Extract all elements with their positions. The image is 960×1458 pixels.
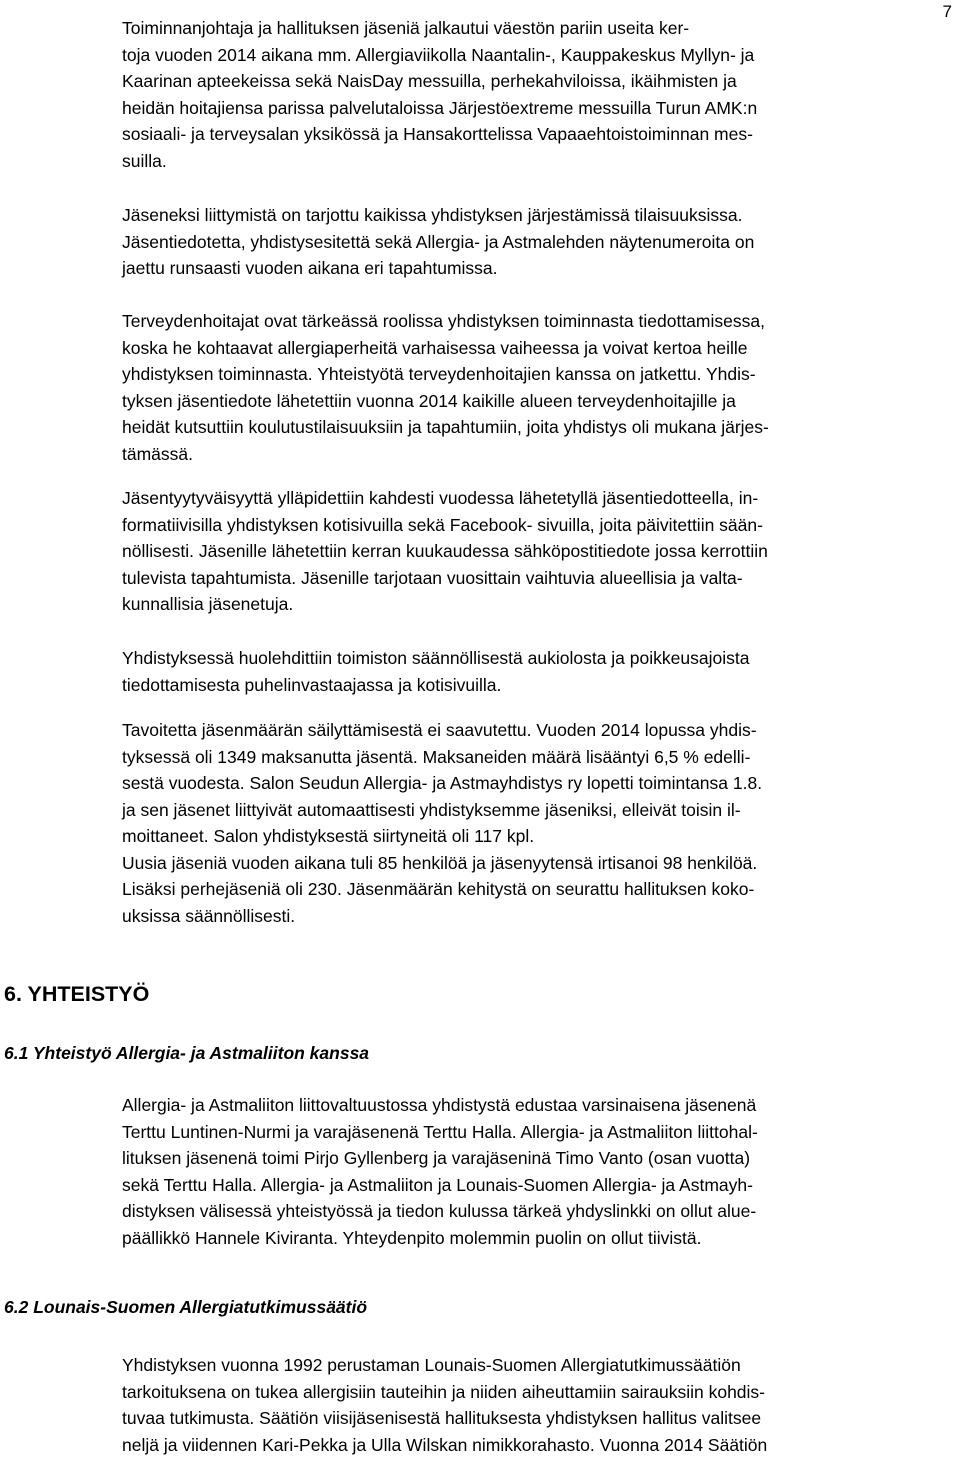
text-line: koska he kohtaavat allergiaperheitä varhaisessa vaiheessa ja voivat kertoa heille <box>122 337 748 358</box>
text-line: Yhdistyksessä huolehdittiin toimiston säännöllisestä aukiolosta ja poikkeusajoista <box>122 648 750 668</box>
text-line: sekä Terttu Halla. Allergia- ja Astmaliiton ja Lounais-Suomen Allergia- ja Astmayh- <box>122 1174 753 1195</box>
text-line: sosiaali- ja terveysalan yksikössä ja Hansakorttelissa Vapaaehtoistoiminnan mes- <box>122 124 753 144</box>
text-line: formatiivisilla yhdistyksen kotisivuilla sekä Facebook- sivuilla, joita päivitettiin sään- <box>122 514 763 535</box>
text-line: lituksen jäsenenä toimi Pirjo Gyllenberg ja varajäseninä Timo Vanto (osan vuotta) <box>122 1148 751 1168</box>
section-heading: 6. YHTEISTYÖ <box>4 982 150 1006</box>
text-line: Uusia jäseniä vuoden aikana tuli 85 henkilöä ja jäsenyytensä irtisanoi 98 henkilöä. <box>122 852 758 873</box>
text-line: distyksen välisessä yhteistyössä ja tiedon kulussa tärkeä yhdyslinkki on ollut alue- <box>122 1201 757 1221</box>
text-line: Toiminnanjohtaja ja hallituksen jäseniä jalkautui väestön pariin useita ker- <box>122 18 690 38</box>
subsection-heading: 6.2 Lounais-Suomen Allergiatutkimussäätiö <box>4 1297 368 1317</box>
text-line: tarkoituksena on tukea allergisiin tauteihin ja niiden aiheuttamiin sairauksiin kohdis- <box>122 1381 766 1402</box>
text-line: nöllisesti. Jäsenille lähetettiin kerran kuukaudessa sähköpostitiedote jossa kerrottiin <box>122 541 768 561</box>
text-line: Jäsentiedotetta, yhdistysesitettä sekä Allergia- ja Astmalehden näytenumeroita on <box>122 231 755 252</box>
text-line: neljä ja viidennen Kari-Pekka ja Ulla Wilskan nimikkorahasto. Vuonna 2014 Säätiön <box>122 1434 768 1455</box>
text-line: Jäseneksi liittymistä on tarjottu kaikissa yhdistyksen järjestämissä tilaisuuksissa. <box>122 205 743 225</box>
paragraph-membership-count <box>122 717 956 929</box>
text-line: tulevista tapahtumista. Jäsenille tarjotaan vuosittain vaihtuvia alueellisia ja valta- <box>122 567 743 588</box>
text-line: päällikkö Hannele Kiviranta. Yhteydenpito molemmin puolin on ollut tiivistä. <box>122 1227 702 1248</box>
text-line: uksissa säännöllisesti. <box>122 905 296 926</box>
subsection-heading: 6.1 Yhteistyö Allergia- ja Astmaliiton kanssa <box>4 1043 370 1063</box>
text-line: tiedottamisesta puhelinvastaajassa ja kotisivuilla. <box>122 674 502 695</box>
text-line: tuvaa tutkimusta. Säätiön viisijäsenisestä hallituksesta yhdistyksen hallitus valitsee <box>122 1408 762 1428</box>
text-line: tyksessä oli 1349 maksanutta jäsentä. Maksaneiden määrä lisääntyi 6,5 % edelli- <box>122 746 751 767</box>
paragraph-health-nurses <box>122 308 956 467</box>
text-line: Jäsentyytyväisyyttä ylläpidettiin kahdesti vuodessa lähetetyllä jäsentiedotteella, in- <box>122 488 759 508</box>
text-line: heidän hoitajiensa parissa palvelutaloissa Järjestöextreme messuilla Turun AMK:n <box>122 97 758 118</box>
paragraph-membership-offers <box>122 202 956 282</box>
paragraph-office-hours <box>122 645 956 698</box>
text-line: Allergia- ja Astmaliiton liittovaltuustossa yhdistystä edustaa varsinaisena jäsenenä <box>122 1095 757 1115</box>
text-line: moittaneet. Salon yhdistyksestä siirtyneitä oli 117 kpl. <box>122 826 535 846</box>
text-line: ja sen jäsenet liittyivät automaattisesti yhdistyksemme jäseniksi, elleivät toisin il- <box>122 799 741 820</box>
text-line: jaettu runsaasti vuoden aikana eri tapahtumissa. <box>122 258 498 278</box>
text-line: toja vuoden 2014 aikana mm. Allergiaviikolla Naantalin-, Kauppakeskus Myllyn- ja <box>122 44 755 65</box>
text-line: heidät kutsuttiin koulutustilaisuuksiin ja tapahtumiin, joita yhdistys oli mukana järjes- <box>122 417 769 437</box>
text-line: Yhdistyksen vuonna 1992 perustaman Lounais-Suomen Allergiatutkimussäätiön <box>122 1355 741 1375</box>
text-line: tämässä. <box>122 443 193 464</box>
paragraph-research-foundation <box>122 1352 956 1458</box>
text-line: Terveydenhoitajat ovat tärkeässä roolissa yhdistyksen toiminnasta tiedottamisessa, <box>122 311 765 331</box>
paragraph-outreach-events <box>122 15 956 174</box>
text-line: suilla. <box>122 150 167 171</box>
paragraph-member-satisfaction <box>122 485 956 618</box>
text-line: Terttu Luntinen-Nurmi ja varajäsenenä Terttu Halla. Allergia- ja Astmaliiton liittohal- <box>122 1121 758 1142</box>
paragraph-astmaliitto-cooperation <box>122 1092 956 1251</box>
text-line: Lisäksi perhejäseniä oli 230. Jäsenmäärän kehitystä on seurattu hallituksen koko- <box>122 879 755 899</box>
page-number: 7 <box>942 2 952 21</box>
text-line: tyksen jäsentiedote lähetettiin vuonna 2014 kaikille alueen terveydenhoitajille ja <box>122 390 736 411</box>
text-line: yhdistyksen toiminnasta. Yhteistyötä terveydenhoitajien kanssa on jatkettu. Yhdis- <box>122 364 756 384</box>
text-line: Kaarinan apteekeissa sekä NaisDay messuilla, perhekahviloissa, ikäihmisten ja <box>122 71 737 91</box>
text-line: Tavoitetta jäsenmäärän säilyttämisestä ei saavutettu. Vuoden 2014 lopussa yhdis- <box>122 720 757 740</box>
text-line: kunnallisia jäsenetuja. <box>122 594 294 614</box>
text-line: sestä vuodesta. Salon Seudun Allergia- ja Astmayhdistys ry lopetti toimintansa 1.8. <box>122 773 763 793</box>
